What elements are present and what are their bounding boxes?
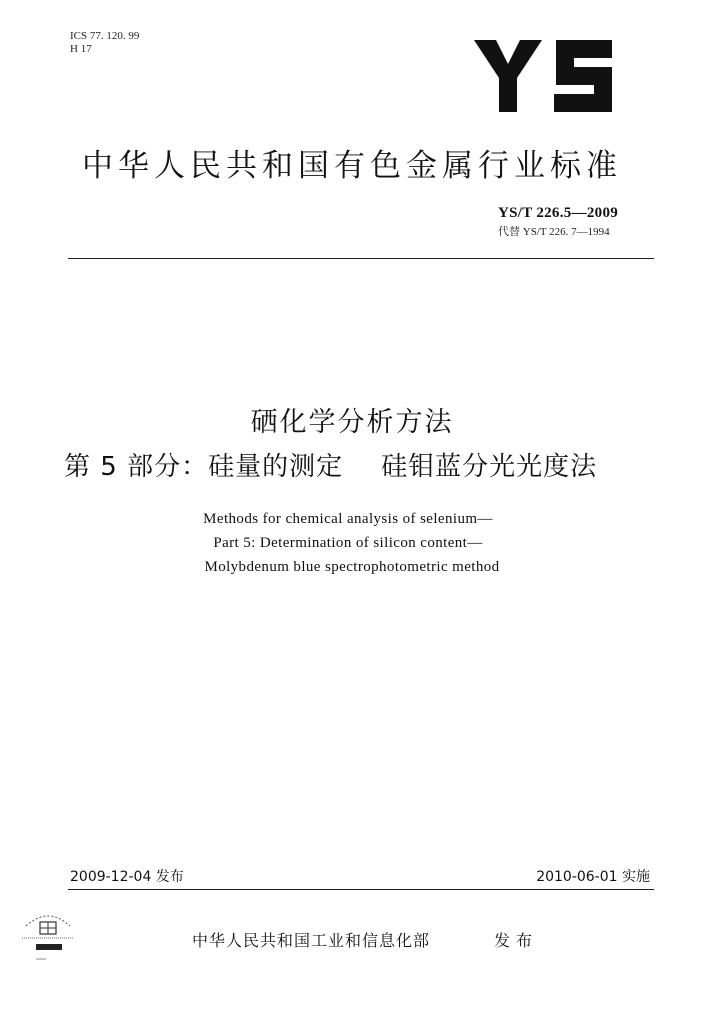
english-title-line-3: Molybdenum blue spectrophotometric method	[204, 559, 500, 575]
publisher-seal-icon	[16, 904, 80, 964]
publish-label: 发布	[494, 931, 539, 950]
ys-logo	[474, 40, 614, 112]
chinese-title-main: 硒化学分析方法	[250, 407, 454, 438]
chinese-title-subtitle	[64, 446, 664, 483]
replaces-standard: 代替 YS/T 226. 7—1994	[498, 226, 610, 238]
english-title-line-1: Methods for chemical analysis of selenium—	[203, 511, 493, 527]
chinese-title-part: 第 5 部分：硅量的测定	[64, 452, 344, 482]
organization-title: 中华人民共和国有色金属行业标准	[82, 148, 622, 184]
english-title	[0, 507, 704, 579]
implementation-date: 2010-06-01 实施	[536, 869, 650, 885]
publisher-name: 中华人民共和国工业和信息化部	[192, 931, 431, 950]
english-title-line-2: Part 5: Determination of silicon content—	[213, 535, 483, 551]
issue-date: 2009-12-04 发布	[70, 869, 184, 885]
ccs-code: H 17	[70, 43, 92, 55]
standard-number: YS/T 226.5—2009	[498, 205, 619, 221]
chinese-title-method: 硅钼蓝分光光度法	[381, 452, 598, 482]
bottom-divider	[68, 889, 654, 890]
classification-codes	[70, 30, 139, 56]
ics-code: ICS 77. 120. 99	[70, 30, 140, 42]
top-divider	[68, 258, 654, 259]
